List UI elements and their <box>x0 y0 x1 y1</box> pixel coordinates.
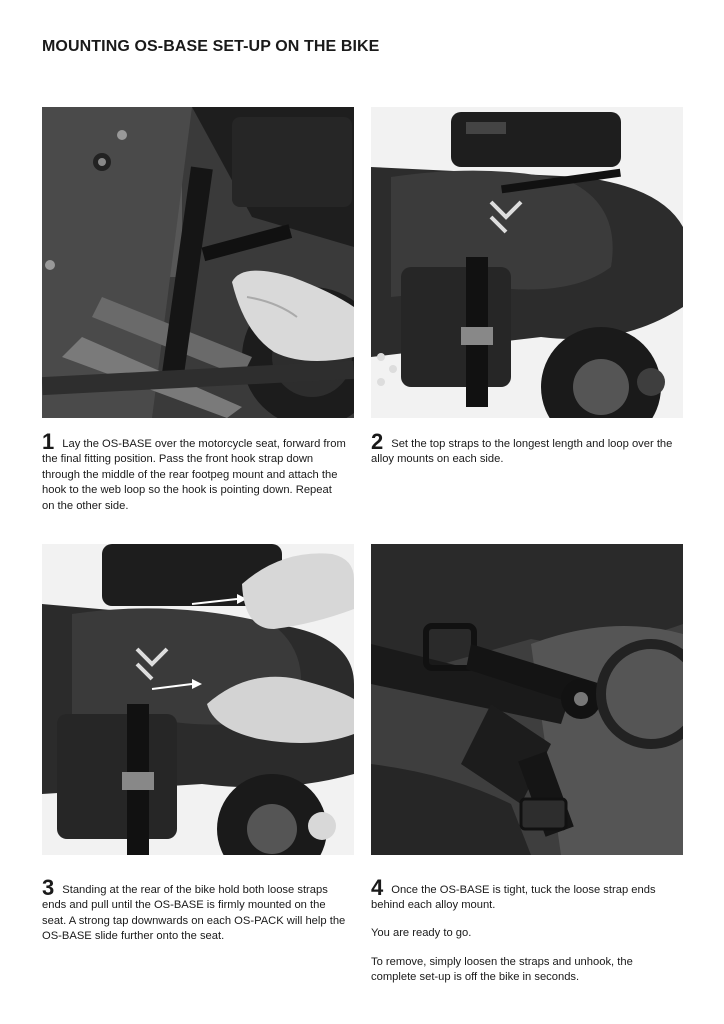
step-description: Once the OS-BASE is tight, tuck the loose strap ends behind each alloy mount. <box>371 884 656 912</box>
step-3-illustration <box>42 544 354 855</box>
step-number: 1 <box>42 429 55 454</box>
step-4-photo <box>371 544 683 855</box>
step-number: 3 <box>42 875 55 900</box>
ready-note: You are ready to go. <box>371 927 472 939</box>
page-title: MOUNTING OS-BASE SET-UP ON THE BIKE <box>42 38 380 55</box>
step-2-illustration <box>371 107 683 418</box>
step-4-illustration <box>371 544 683 855</box>
step-1-illustration <box>42 107 354 418</box>
step-number: 2 <box>371 429 384 454</box>
step-3-text <box>42 875 347 945</box>
step-1-photo <box>42 107 354 418</box>
step-2-photo <box>371 107 683 418</box>
step-number: 4 <box>371 875 384 900</box>
step-4-text <box>371 875 676 914</box>
step-1-text <box>42 429 347 514</box>
step-description: Standing at the rear of the bike hold both loose straps ends and pull until the OS-BASE is firmly mounted on the seat. A strong tap downwards on each OS-PACK will help the OS-BASE slide further onto the seat. <box>42 884 346 943</box>
removal-note: To remove, simply loosen the straps and unhook, the complete set-up is off the bike in seconds. <box>371 956 633 984</box>
step-3-photo <box>42 544 354 855</box>
step-description: Lay the OS-BASE over the motorcycle seat, forward from the final fitting position. Pass the front hook strap down through the middle of the rear footpeg mount and attach the hook to the web loop so the hook is pointing down. Repeat on the other side. <box>42 438 346 512</box>
step-2-text <box>371 429 676 468</box>
step-description: Set the top straps to the longest length and loop over the alloy mounts on each side. <box>371 438 673 466</box>
